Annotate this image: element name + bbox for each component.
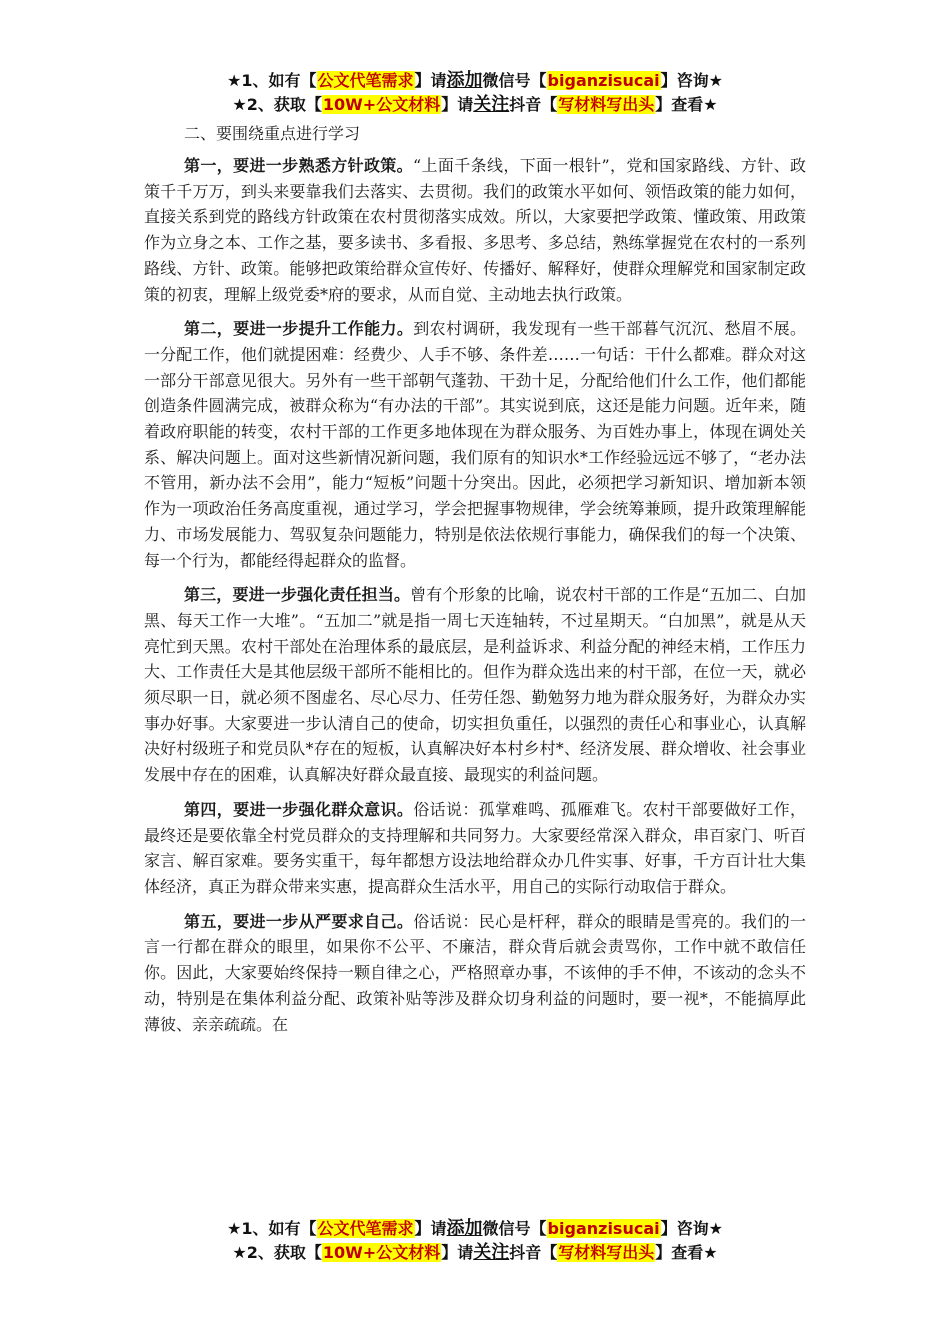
banner-text: ★2、获取【: [232, 1243, 322, 1262]
banner-text: 】请: [441, 1243, 474, 1262]
banner-text: ★2、获取【: [232, 95, 322, 114]
banner-underlined: 关注: [473, 94, 510, 115]
paragraph-body: 到农村调研，我发现有一些干部暮气沉沉、愁眉不展。一分配工作，他们就提困难：经费少、人手不够、条件差……一句话：干什么都难。群众对这一部分干部意见很大。另外有一些干部朝气蓬勃、干劲十足，分配给他们什么工作，他们都能创造条件圆满完成，被群众称为“有办法的干部”。其实说到底，这还是能力问题。近年来，随着政府职能的转变，农村干部的工作更多地体现在为群众服务、为百姓办事上，体现在调处关系、解决问题上。面对这些新情况新问题，我们原有的知识水*工作经验远远不够了，“老办法不管用，新办法不会用”，能力“短板”问题十分突出。因此，必须把学习新知识、增加新本领作为一项政治任务高度重视，通过学习，学会把握事物规律，学会统筹兼顾，提升政策理解能力、市场发展能力、驾驭复杂问题能力，特别是依法依规行事能力，确保我们的每一个决策、每一个行为，都能经得起群众的监督。: [144, 319, 806, 570]
banner-text: 】咨询★: [660, 71, 723, 90]
paragraph-lead: 第四，要进一步强化群众意识。: [184, 799, 414, 819]
banner-underlined: 添加: [446, 1218, 483, 1239]
banner-underlined: 添加: [446, 70, 483, 91]
section-title: 二、要围绕重点进行学习: [184, 124, 361, 143]
banner-line-1: [0, 69, 950, 93]
banner-line-2: [0, 1241, 950, 1265]
paragraph-lead: 第二，要进一步提升工作能力。: [184, 319, 414, 339]
paragraph: [144, 316, 806, 573]
banner-text: 】请: [441, 95, 474, 114]
paragraph-lead: 第三，要进一步强化责任担当。: [184, 585, 411, 605]
banner-highlight: 写材料写出头: [558, 1243, 655, 1262]
banner-line-1: [0, 1217, 950, 1241]
banner-highlight: 10W+公文材料: [322, 1243, 441, 1262]
footer-banner: [0, 1217, 950, 1265]
banner-text: 】请: [414, 71, 447, 90]
banner-text: 微信号【: [482, 71, 547, 90]
banner-text: 】请: [414, 1219, 447, 1238]
banner-text: 抖音【: [509, 1243, 558, 1262]
banner-text: 】查看★: [655, 1243, 718, 1262]
banner-highlight: 公文代笔需求: [317, 71, 414, 90]
banner-highlight: 公文代笔需求: [317, 1219, 414, 1238]
banner-text: 】咨询★: [660, 1219, 723, 1238]
paragraph-lead: 第五，要进一步从严要求自己。: [184, 911, 414, 931]
banner-highlight: 10W+公文材料: [322, 95, 441, 114]
paragraph: [144, 909, 806, 1038]
banner-highlight: biganzisucai: [547, 71, 660, 90]
banner-text: ★1、如有【: [227, 1219, 317, 1238]
banner-text: 】查看★: [655, 95, 718, 114]
banner-text: 抖音【: [509, 95, 558, 114]
paragraph-body: 俗话说：民心是杆秤，群众的眼睛是雪亮的。我们的一言一行都在群众的眼里，如果你不公平、不廉洁，群众背后就会责骂你，工作中就不敢信任你。因此，大家要始终保持一颗自律之心，严格照章办事，不该伸的手不伸，不该动的念头不动，特别是在集体利益分配、政策补贴等涉及群众切身利益的问题时，要一视*，不能搞厚此薄彼、亲亲疏疏。在: [144, 911, 806, 1034]
document-body: [144, 122, 806, 1037]
header-banner: [0, 69, 950, 117]
banner-text: ★1、如有【: [227, 71, 317, 90]
paragraph: [144, 797, 806, 900]
paragraph: [144, 153, 806, 307]
banner-highlight: 写材料写出头: [558, 95, 655, 114]
paragraph-body: 曾有个形象的比喻，说农村干部的工作是“五加二、白加黑、每天工作一大堆”。“五加二”就是指一周七天连轴转，不过星期天。“白加黑”，就是从天亮忙到天黑。农村干部处在治理体系的最底层，是利益诉求、利益分配的神经末梢，工作压力大、工作责任大是其他层级干部所不能相比的。但作为群众选出来的村干部，在位一天，就必须尽职一日，就必须不图虚名、尽心尽力、任劳任怨、勤勉努力地为群众服务好，为群众办实事办好事。大家要进一步认清自己的使命，切实担负重任，以强烈的责任心和事业心，认真解决好村级班子和党员队*存在的短板，认真解决好本村乡村*、经济发展、群众增收、社会事业发展中存在的困难，认真解决好群众最直接、最现实的利益问题。: [144, 585, 806, 785]
paragraph-body: “上面千条线，下面一根针”，党和国家路线、方针、政策千千万万，到头来要靠我们去落实、去贯彻。我们的政策水平如何、领悟政策的能力如何，直接关系到党的路线方针政策在农村贯彻落实成效。所以，大家要把学政策、懂政策、用政策作为立身之本、工作之基，要多读书、多看报、多思考、多总结，熟练掌握党在农村的一系列路线、方针、政策。能够把政策给群众宣传好、传播好、解释好，使群众理解党和国家制定政策的初衷，理解上级党委*府的要求，从而自觉、主动地去执行政策。: [144, 156, 806, 304]
paragraph-body: 俗话说：孤掌难鸣、孤雁难飞。农村干部要做好工作，最终还是要依靠全村党员群众的支持理解和共同努力。大家要经常深入群众，串百家门、听百家言、解百家难。要务实重干，每年都想方设法地给群众办几件实事、好事，千方百计壮大集体经济，真正为群众带来实惠，提高群众生活水平，用自己的实际行动取信于群众。: [144, 799, 806, 896]
banner-highlight: biganzisucai: [547, 1219, 660, 1238]
banner-text: 微信号【: [482, 1219, 547, 1238]
paragraph: [144, 582, 806, 788]
paragraph-lead: 第一，要进一步熟悉方针政策。: [184, 156, 414, 175]
banner-line-2: [0, 93, 950, 117]
banner-underlined: 关注: [473, 1242, 510, 1263]
